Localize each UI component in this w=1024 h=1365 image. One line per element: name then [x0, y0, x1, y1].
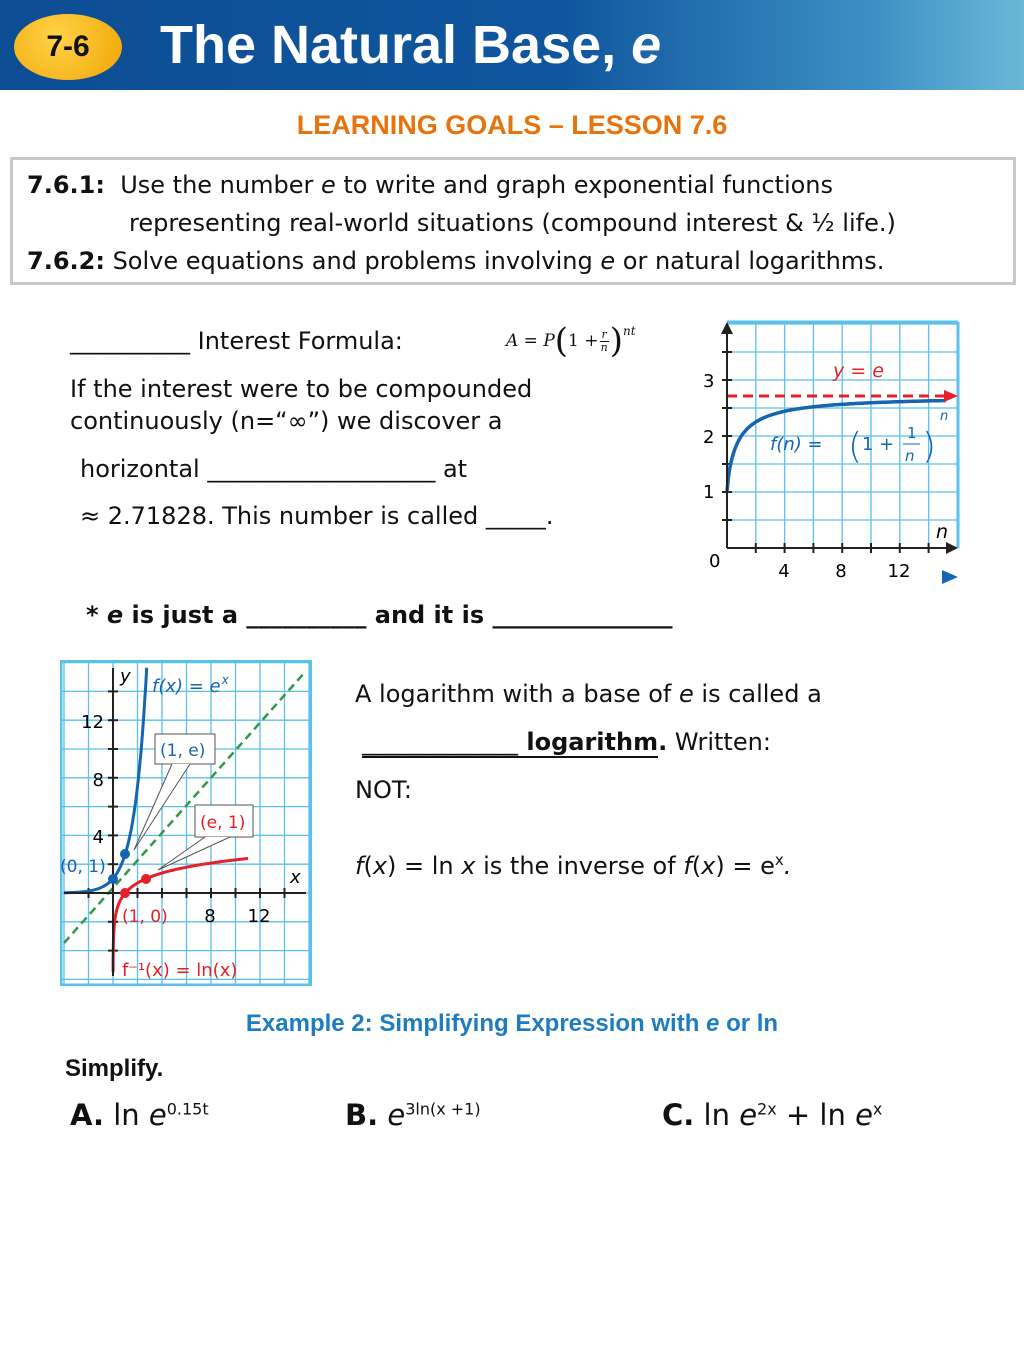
text-line: ≈ 2.71828. This number is called _____. — [80, 502, 554, 530]
x-tick-label: 12 — [247, 906, 271, 927]
text: ( — [363, 852, 373, 880]
asymptote-label: y = e — [833, 360, 884, 382]
goal-1 — [27, 166, 833, 204]
page-title — [160, 14, 661, 76]
log-definition — [355, 680, 822, 708]
title-text: The Natural Base, — [160, 15, 632, 75]
interest-label: Interest Formula: — [190, 327, 403, 355]
point-label: (1, e) — [160, 741, 206, 761]
x-tick-label: 4 — [778, 561, 790, 582]
note-text: is just a __________ and it is _______________ — [123, 601, 673, 629]
text: + ln — [776, 1098, 856, 1132]
simplify-label: Simplify. — [65, 1055, 164, 1082]
graph-grid — [61, 661, 311, 985]
superscript: 0.15t — [166, 1099, 209, 1119]
y-tick-label: 4 — [92, 827, 104, 848]
period: . — [658, 728, 668, 756]
compound-limit-graph — [690, 310, 980, 590]
text: e — [378, 1098, 406, 1132]
goal-1-line2: representing real-world situations (compound interest & ½ life.) — [129, 209, 896, 237]
point-e-1 — [141, 874, 151, 884]
note-e: e — [106, 601, 124, 629]
formula-r: r — [601, 327, 607, 341]
x-axis-label: x — [290, 867, 301, 888]
point-label: (1, 0) — [122, 907, 168, 927]
formula-one: 1 + — [568, 331, 599, 351]
goal-text: e — [600, 247, 616, 275]
natural-log-line — [362, 728, 771, 758]
text: ( — [691, 852, 702, 880]
text: . — [783, 852, 792, 880]
fraction-numerator: 1 — [907, 424, 917, 442]
formula-n: n — [600, 340, 608, 354]
asymptote-arrowhead — [944, 390, 958, 402]
point-label: (e, 1) — [200, 813, 246, 833]
text: e — [739, 1098, 758, 1132]
problem-label: B. — [345, 1098, 379, 1132]
paren: ( — [848, 426, 863, 467]
text: e — [148, 1098, 167, 1132]
function-one: 1 + — [862, 434, 895, 455]
formula-a-p: A = P — [506, 331, 555, 351]
interest-formula-line — [70, 327, 403, 355]
x-tick-label: 8 — [835, 561, 847, 582]
point-1-e — [120, 849, 130, 859]
paren: ( — [554, 321, 569, 361]
learning-goals-box — [10, 157, 1016, 285]
text: A logarithm with a base of — [355, 680, 679, 708]
goal-2-number: 7.6.2: — [27, 247, 105, 275]
text: e — [706, 1010, 720, 1037]
note-star: * — [86, 601, 107, 629]
superscript: 2x — [757, 1099, 777, 1119]
lesson-badge: 7-6 — [14, 14, 122, 80]
paren: ) — [609, 321, 624, 361]
exp-label-base: f(x) = e — [152, 676, 221, 697]
y-tick-label: 2 — [703, 427, 715, 448]
y-tick-label: 3 — [703, 371, 715, 392]
text: x — [461, 852, 476, 880]
exp-function-label — [152, 673, 230, 697]
function-exponent: n — [940, 409, 949, 424]
title-banner — [0, 0, 1024, 90]
superscript: x — [872, 1099, 883, 1119]
goal-text: e — [320, 171, 336, 199]
point-1-0 — [120, 888, 130, 898]
text-line: horizontal ___________________ at — [80, 455, 468, 483]
text: is called a — [693, 680, 822, 708]
problem-c — [662, 1098, 882, 1132]
text: ln — [694, 1098, 740, 1132]
example-heading — [0, 1010, 1024, 1038]
point-label: (0, 1) — [60, 857, 106, 877]
text: ) = e — [715, 852, 775, 880]
text: ln — [104, 1098, 149, 1132]
exp-label-exponent: x — [221, 673, 229, 687]
text: f — [355, 852, 364, 880]
paren: ) — [922, 426, 937, 467]
superscript: x — [774, 851, 784, 869]
function-label: f(n) = — [770, 434, 823, 455]
e-note — [86, 601, 672, 629]
goal-2 — [27, 242, 884, 280]
x-axis-arrowhead — [946, 542, 958, 554]
text: ) = ln — [387, 852, 462, 880]
text: x — [372, 852, 388, 880]
underlined-answer — [362, 728, 658, 758]
goal-text: or natural logarithms. — [615, 247, 885, 275]
written-label: Written: — [667, 728, 771, 756]
fraction-denominator: n — [905, 447, 915, 465]
text-line: If the interest were to be compounded — [70, 375, 533, 403]
text: or ln — [719, 1010, 779, 1037]
not-label: NOT: — [355, 776, 412, 804]
learning-goals-heading: LEARNING GOALS – LESSON 7.6 — [296, 110, 728, 140]
text: e — [855, 1098, 873, 1132]
x-tick-label: 8 — [204, 906, 216, 927]
text: x — [701, 852, 716, 880]
goal-text: Use the number — [120, 171, 321, 199]
blank: __________ — [70, 327, 190, 355]
curve-arrowhead — [942, 570, 958, 584]
interest-formula — [506, 321, 636, 361]
problem-label: A. — [70, 1098, 104, 1132]
blank: _____________ — [362, 728, 518, 756]
x-axis-label: n — [936, 521, 949, 543]
text: e — [679, 680, 694, 708]
fraction — [600, 329, 609, 354]
formula-exponent: nt — [623, 324, 636, 338]
x-tick-label: 12 — [887, 561, 911, 582]
problem-label: C. — [662, 1098, 695, 1132]
y-axis-label: y — [120, 666, 131, 687]
text: Example 2: Simplifying Expression with — [245, 1010, 707, 1037]
y-tick-label: 12 — [81, 712, 104, 733]
exp-ln-graph — [60, 660, 312, 986]
ln-function-label: f⁻¹(x) = ln(x) — [122, 960, 238, 981]
y-tick-label: 8 — [92, 770, 104, 791]
point-0-1 — [108, 874, 118, 884]
goal-text: to write and graph exponential functions — [335, 171, 834, 199]
title-e: e — [631, 15, 662, 75]
origin-label: 0 — [709, 551, 721, 572]
inverse-statement — [355, 851, 791, 880]
goal-1-number: 7.6.1: — [27, 171, 105, 199]
text: f — [683, 852, 692, 880]
goal-text: Solve equations and problems involving — [104, 247, 601, 275]
problem-b — [345, 1098, 481, 1132]
text: is the inverse of — [475, 852, 684, 880]
y-tick-label: 1 — [703, 482, 715, 503]
text-line: continuously (n=“∞”) we discover a — [70, 407, 503, 435]
logarithm-word: logarithm — [518, 728, 659, 756]
superscript: 3ln(x +1) — [405, 1099, 481, 1119]
problem-a — [70, 1098, 209, 1132]
